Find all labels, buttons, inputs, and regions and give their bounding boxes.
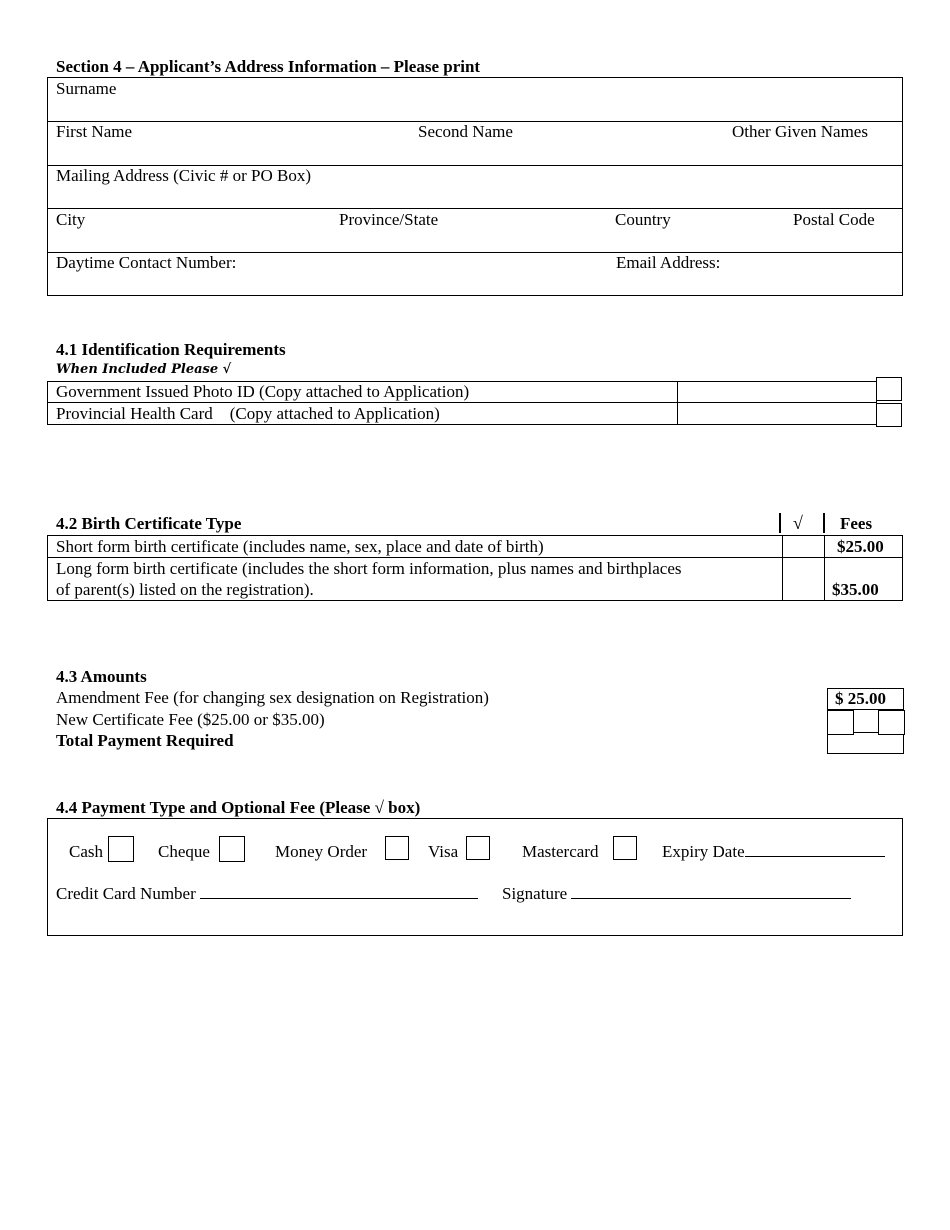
short-form-check-cell[interactable] — [783, 536, 823, 557]
short-form-fee: $25.00 — [837, 537, 884, 556]
cheque-label: Cheque — [158, 842, 210, 861]
credit-card-number-text: Credit Card Number — [56, 884, 196, 903]
location-fields[interactable] — [48, 231, 902, 251]
money-order-label: Money Order — [275, 842, 368, 861]
fees-column-header: Fees — [840, 514, 873, 533]
new-certificate-fee-label: New Certificate Fee ($25.00 or $35.00) — [56, 710, 325, 729]
s41-title: 4.1 Identification Requirements — [56, 340, 286, 359]
name-fields[interactable] — [48, 143, 902, 164]
amendment-fee-amount: $ 25.00 — [835, 689, 886, 708]
long-form-label-line1: Long form birth certificate (includes the short form information, plus names and birthplaces — [56, 559, 682, 578]
divider — [47, 208, 903, 209]
cheque-checkbox[interactable] — [219, 836, 245, 862]
health-card-label: Provincial Health Card (Copy attached to Application) — [56, 404, 440, 423]
short-form-label: Short form birth certificate (includes name, sex, place and date of birth) — [56, 537, 544, 556]
health-card-checkbox[interactable] — [876, 403, 902, 427]
expiry-date-label — [662, 842, 885, 862]
mailing-address-label: Mailing Address (Civic # or PO Box) — [56, 166, 311, 185]
long-form-fee: $35.00 — [832, 580, 879, 599]
country-label: Country — [615, 210, 671, 229]
credit-card-number-field[interactable] — [200, 884, 478, 899]
new-cert-amount-checkbox-right[interactable] — [878, 710, 905, 735]
surname-field[interactable] — [48, 100, 902, 120]
cash-label: Cash — [69, 842, 103, 861]
amendment-fee-label: Amendment Fee (for changing sex designation on Registration) — [56, 688, 489, 707]
cash-checkbox[interactable] — [108, 836, 134, 862]
s43-title: 4.3 Amounts — [56, 667, 147, 686]
contact-fields[interactable] — [48, 274, 902, 295]
signature-text: Signature — [502, 884, 568, 903]
new-cert-amount-checkbox-left[interactable] — [827, 710, 854, 735]
total-payment-field[interactable] — [828, 733, 903, 753]
other-given-names-label: Other Given Names — [732, 122, 868, 141]
divider — [677, 381, 678, 425]
divider — [47, 402, 877, 403]
second-name-label: Second Name — [418, 122, 513, 141]
photo-id-label: Government Issued Photo ID (Copy attached to Application) — [56, 382, 470, 401]
divider — [824, 535, 825, 601]
long-form-label-line2: of parent(s) listed on the registration). — [56, 580, 314, 599]
first-name-label: First Name — [56, 122, 133, 141]
photo-id-checkbox[interactable] — [876, 377, 902, 401]
long-form-check-cell[interactable] — [783, 558, 823, 600]
section-4-title: Section 4 – Applicant’s Address Information – Please print — [56, 57, 481, 76]
mailing-address-field[interactable] — [48, 187, 902, 207]
city-label: City — [56, 210, 86, 229]
money-order-checkbox[interactable] — [385, 836, 409, 860]
s42-title: 4.2 Birth Certificate Type — [56, 514, 242, 533]
mastercard-checkbox[interactable] — [613, 836, 637, 860]
signature-field[interactable] — [571, 884, 851, 899]
signature-label — [502, 884, 851, 904]
s44-title: 4.4 Payment Type and Optional Fee (Please √ box) — [56, 798, 421, 817]
divider — [47, 557, 903, 558]
divider — [779, 513, 781, 533]
expiry-date-field[interactable] — [745, 842, 885, 857]
expiry-date-text: Expiry Date — [662, 842, 745, 861]
check-column-header: √ — [793, 513, 803, 533]
mastercard-label: Mastercard — [522, 842, 599, 861]
surname-label: Surname — [56, 79, 117, 98]
credit-card-number-label — [56, 884, 478, 904]
visa-checkbox[interactable] — [466, 836, 490, 860]
total-payment-label: Total Payment Required — [56, 731, 234, 750]
province-label: Province/State — [339, 210, 439, 229]
daytime-contact-label: Daytime Contact Number: — [56, 253, 237, 272]
postal-code-label: Postal Code — [793, 210, 875, 229]
visa-label: Visa — [428, 842, 459, 861]
email-address-label: Email Address: — [616, 253, 721, 272]
divider — [823, 513, 825, 533]
s41-note: When Included Please √ — [56, 362, 232, 377]
